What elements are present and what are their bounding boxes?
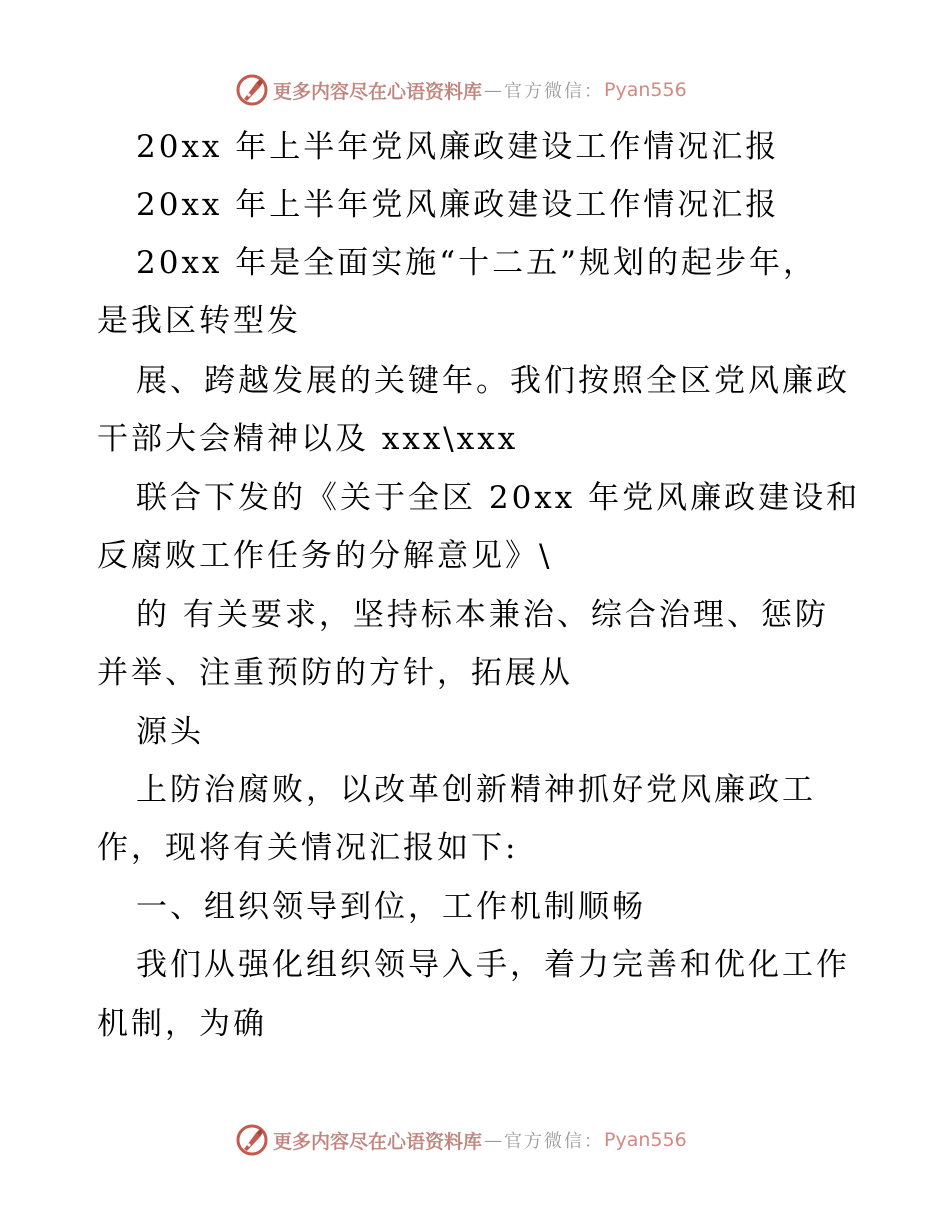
header-watermark <box>235 72 687 108</box>
watermark-site-name: 更多内容尽在心语资料库 <box>273 80 483 103</box>
paragraph-line: 干部大会精神以及 xxx\xxx <box>97 421 519 457</box>
paragraph-line: 作，现将有关情况汇报如下: <box>97 830 519 866</box>
paragraph-line: 并举、注重预防的方针，拓展从 <box>97 655 573 691</box>
paragraph-line: 机制，为确 <box>97 1006 267 1042</box>
paragraph-line: 我们从强化组织领导入手，着力完善和优化工作 <box>136 947 850 983</box>
watermark-separator: — <box>484 79 503 101</box>
pen-nib-icon <box>235 73 269 107</box>
footer-watermark <box>235 1122 687 1158</box>
paragraph-line: 上防治腐败，以改革创新精神抓好党风廉政工 <box>136 772 816 808</box>
watermark-wechat-label: 官方微信： <box>504 1131 605 1152</box>
watermark-wechat-id: Pyan556 <box>604 79 687 101</box>
document-title: 20xx 年上半年党风廉政建设工作情况汇报 <box>136 129 780 165</box>
section-heading: 一、组织领导到位，工作机制顺畅 <box>136 889 646 925</box>
paragraph-line: 联合下发的《关于全区 20xx 年党风廉政建设和 <box>136 480 861 516</box>
paragraph-line: 反腐败工作任务的分解意见》\ <box>97 538 553 574</box>
document-subtitle: 20xx 年上半年党风廉政建设工作情况汇报 <box>136 187 780 223</box>
paragraph-line: 的 有关要求，坚持标本兼治、综合治理、惩防 <box>136 597 829 633</box>
paragraph-line: 20xx 年是全面实施“十二五”规划的起步年， <box>136 245 817 281</box>
pen-nib-icon <box>235 1123 269 1157</box>
paragraph-line: 是我区转型发 <box>97 303 301 339</box>
paragraph-line: 源头 <box>136 714 204 750</box>
paragraph-line: 展、跨越发展的关键年。我们按照全区党风廉政 <box>136 363 850 399</box>
watermark-wechat-label: 官方微信： <box>504 81 605 102</box>
watermark-wechat-id: Pyan556 <box>604 1129 687 1151</box>
watermark-separator: — <box>484 1129 503 1151</box>
watermark-site-name: 更多内容尽在心语资料库 <box>273 1130 483 1153</box>
